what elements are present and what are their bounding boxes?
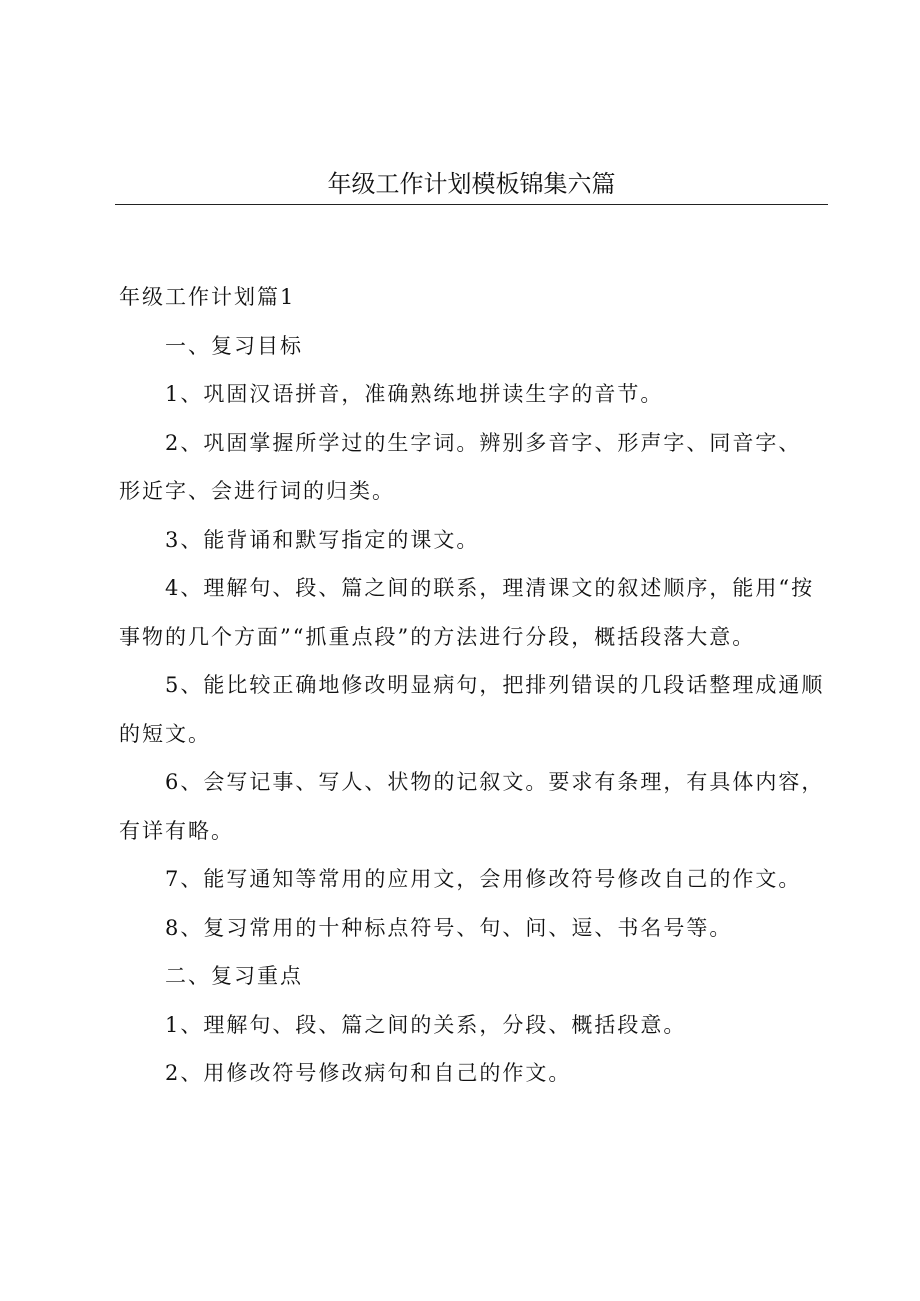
paragraph-line: 6、会写记事、写人、状物的记叙文。要求有条理，有具体内容， bbox=[165, 770, 825, 794]
paragraph-line: 形近字、会进行词的归类。 bbox=[119, 479, 395, 503]
paragraph-line: 8、复习常用的十种标点符号、句、问、逗、书名号等。 bbox=[165, 915, 733, 940]
paragraph-line: 有详有略。 bbox=[119, 818, 234, 843]
paragraph-line: 5、能比较正确地修改明显病句，把排列错误的几段话整理成通顺 bbox=[165, 673, 825, 697]
paragraph-line: 事物的几个方面”“抓重点段”的方法进行分段，概括段落大意。 bbox=[119, 624, 756, 649]
document-title: 年级工作计划模板锦集六篇 bbox=[327, 170, 616, 198]
paragraph-line: 1、理解句、段、篇之间的关系，分段、概括段意。 bbox=[165, 1012, 687, 1037]
paragraph-line: 的短文。 bbox=[119, 721, 211, 746]
paragraph-line: 7、能写通知等常用的应用文，会用修改符号修改自己的作文。 bbox=[165, 867, 802, 891]
subsection-heading: 二、复习重点 bbox=[165, 964, 303, 988]
title-underline bbox=[115, 204, 828, 205]
paragraph-line: 3、能背诵和默写指定的课文。 bbox=[165, 527, 480, 552]
paragraph-line: 4、理解句、段、篇之间的联系，理清课文的叙述顺序，能用“按 bbox=[165, 576, 815, 600]
paragraph-line: 2、用修改符号修改病句和自己的作文。 bbox=[165, 1061, 572, 1085]
paragraph-line: 2、巩固掌握所学过的生字词。辨别多音字、形声字、同音字、 bbox=[165, 430, 802, 455]
paragraph-line: 1、巩固汉语拼音，准确熟练地拼读生字的音节。 bbox=[165, 382, 664, 406]
subsection-heading: 一、复习目标 bbox=[165, 333, 303, 358]
document-body bbox=[119, 273, 831, 1098]
section-heading: 年级工作计划篇1 bbox=[119, 285, 296, 309]
